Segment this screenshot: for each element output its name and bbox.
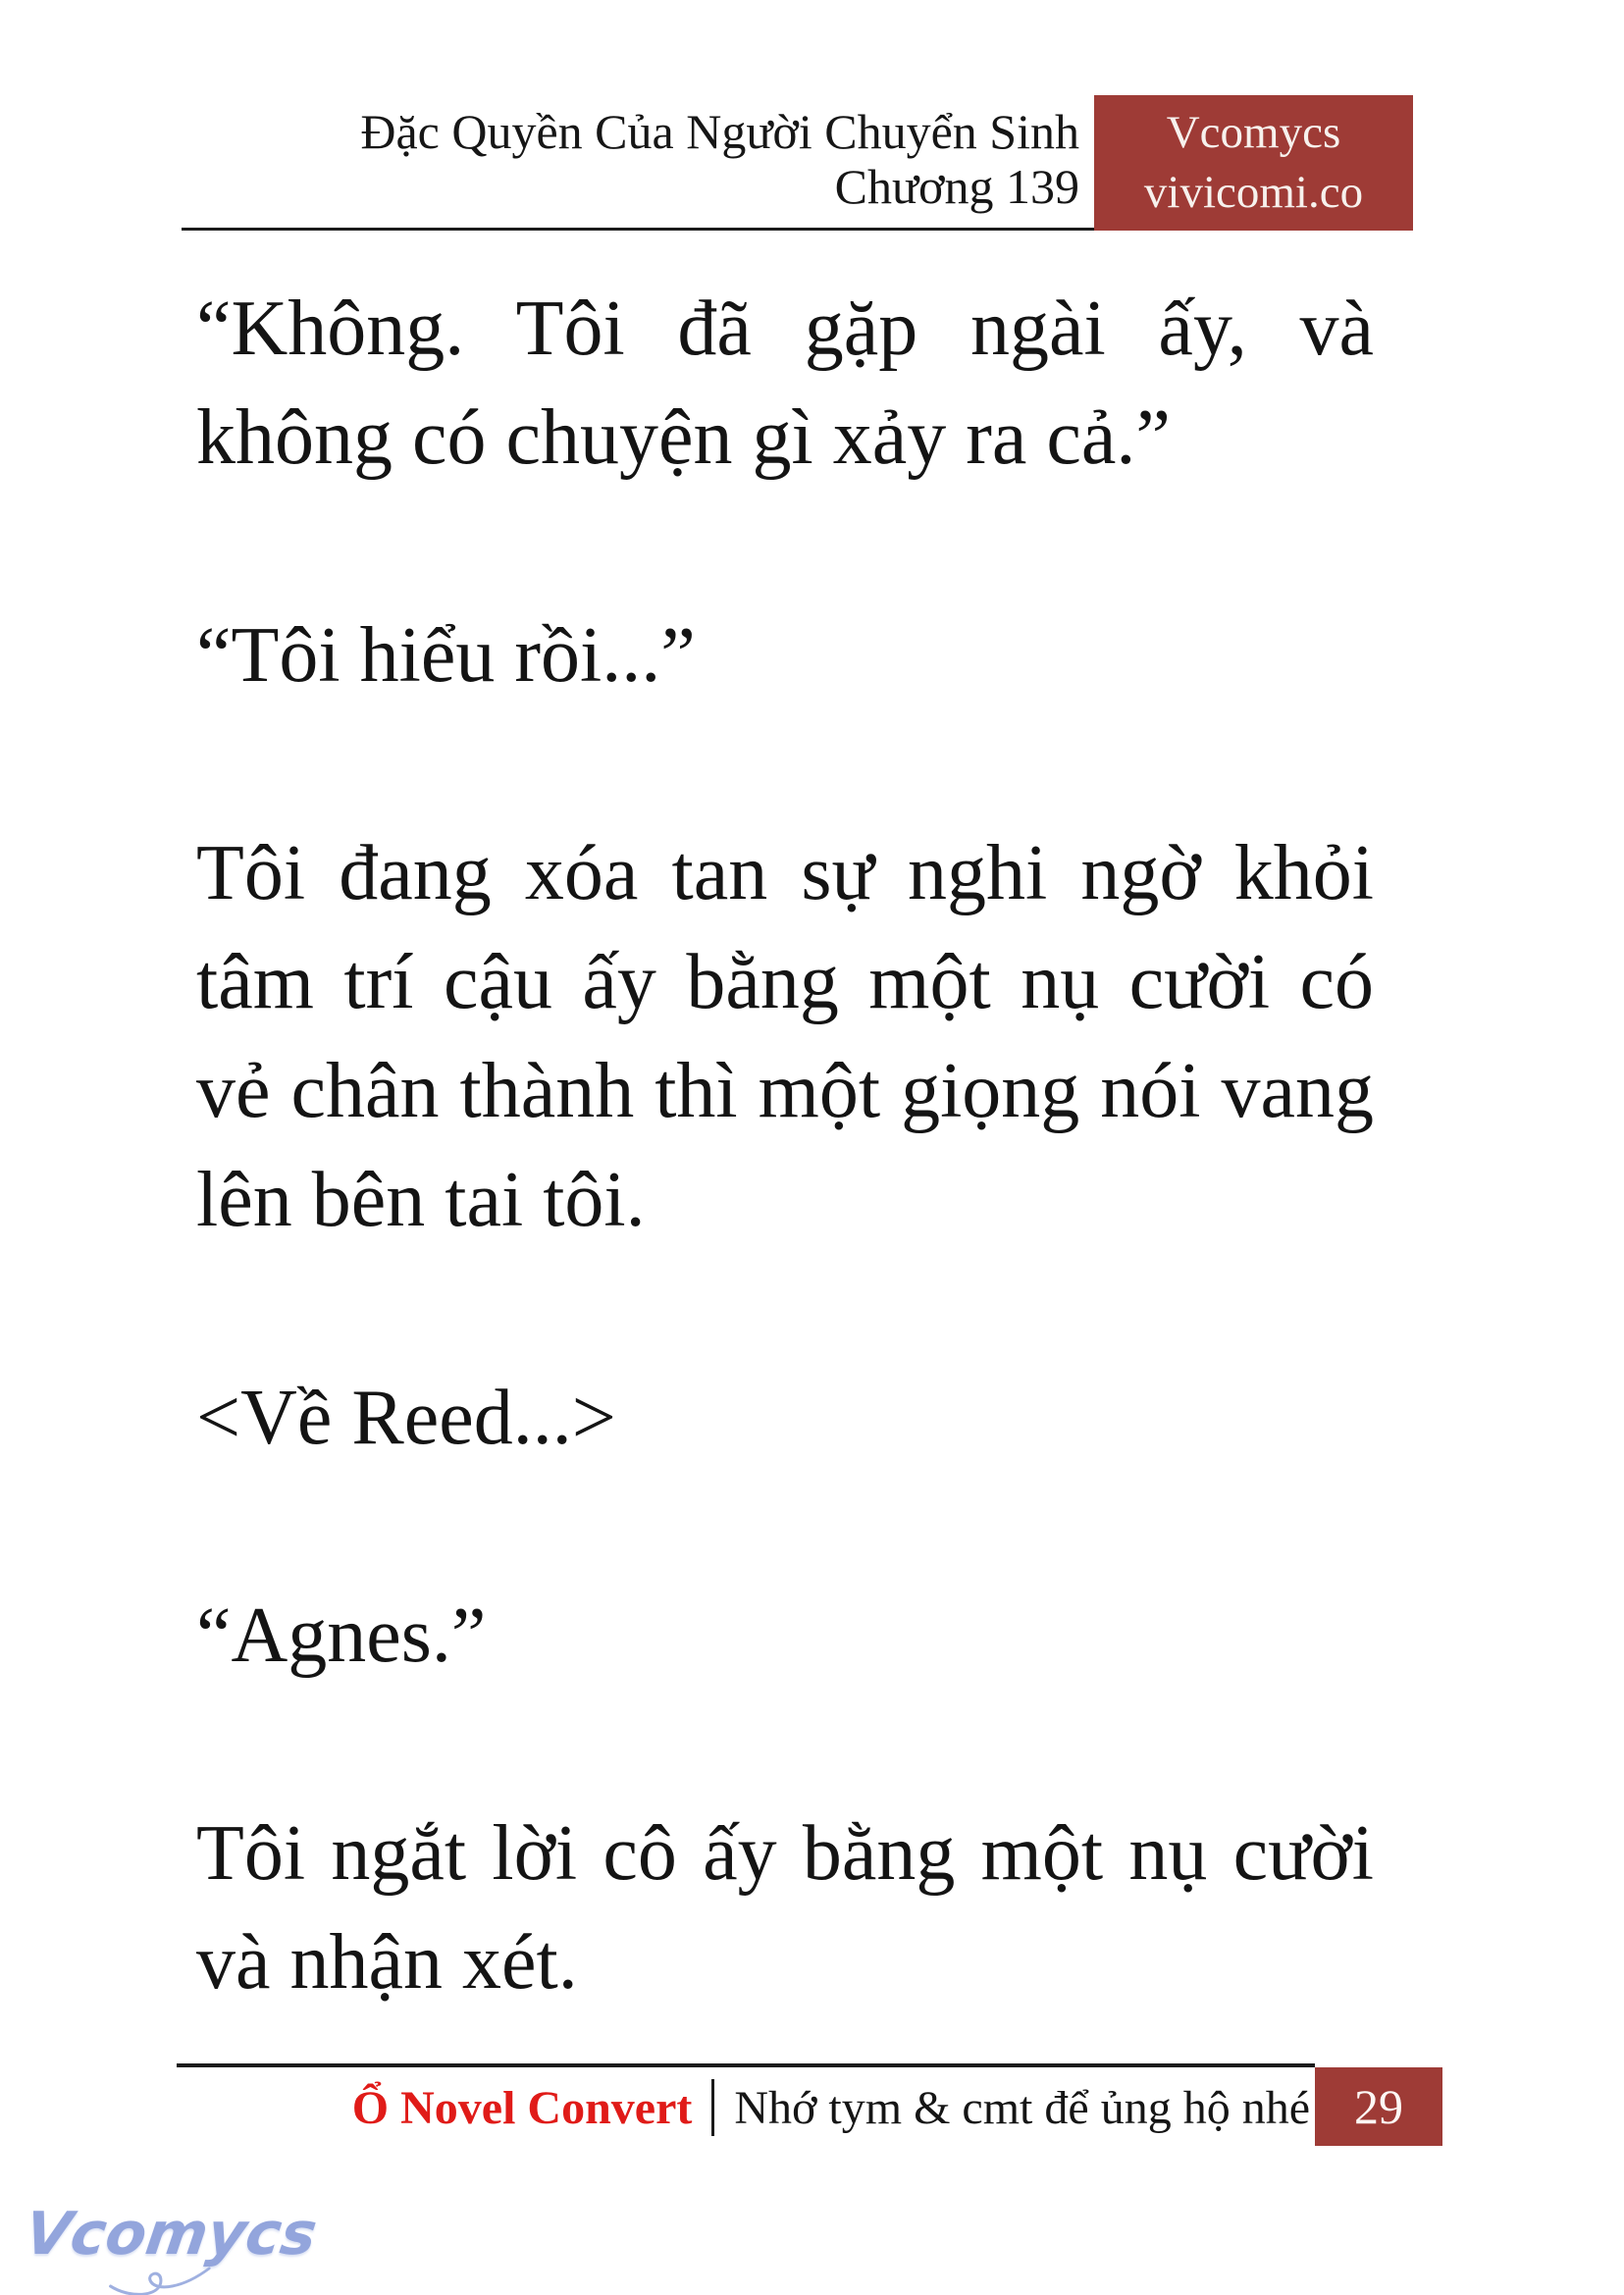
footer-credit <box>352 2071 1310 2144</box>
chapter-text <box>196 275 1374 2126</box>
paragraph: “Agnes.” <box>196 1592 487 1679</box>
header-divider <box>182 228 1094 231</box>
site-badge <box>1094 95 1413 231</box>
book-title: Đặc Quyền Của Người Chuyển Sinh <box>360 104 1079 159</box>
paragraph: <Về Reed...> <box>196 1375 616 1461</box>
paragraph: Tôi ngắt lời cô ấy bằng một nụ cười và nhận xét. <box>196 1810 1374 2006</box>
footer-credit-group: Ổ Novel Convert <box>351 2081 693 2134</box>
watermark-flourish-icon <box>103 2261 226 2295</box>
footer-separator <box>711 2079 714 2136</box>
page-number-badge <box>1315 2067 1442 2146</box>
chapter-number: Chương 139 <box>834 159 1079 214</box>
watermark-text: Vcomycs <box>21 2200 322 2269</box>
paragraph: “Tôi hiểu rồi...” <box>196 612 696 699</box>
paragraph: Tôi đang xóa tan sự nghi ngờ khỏi tâm trí cậu ấy bằng một nụ cười có vẻ chân thành thì một giọng nói vang lên bên tai tôi. <box>196 830 1374 1243</box>
site-badge-name: Vcomycs <box>1166 107 1341 158</box>
paragraph: “Không. Tôi đã gặp ngài ấy, và không có chuyện gì xảy ra cả.” <box>196 286 1374 481</box>
chapter-header <box>0 104 1079 214</box>
footer-credit-note: Nhớ tym & cmt để ủng hộ nhé <box>734 2081 1310 2134</box>
site-badge-domain: vivicomi.co <box>1143 167 1364 218</box>
vcomycs-watermark-logo <box>21 2200 321 2269</box>
footer-divider <box>177 2063 1315 2067</box>
page-number: 29 <box>1354 2079 1403 2134</box>
